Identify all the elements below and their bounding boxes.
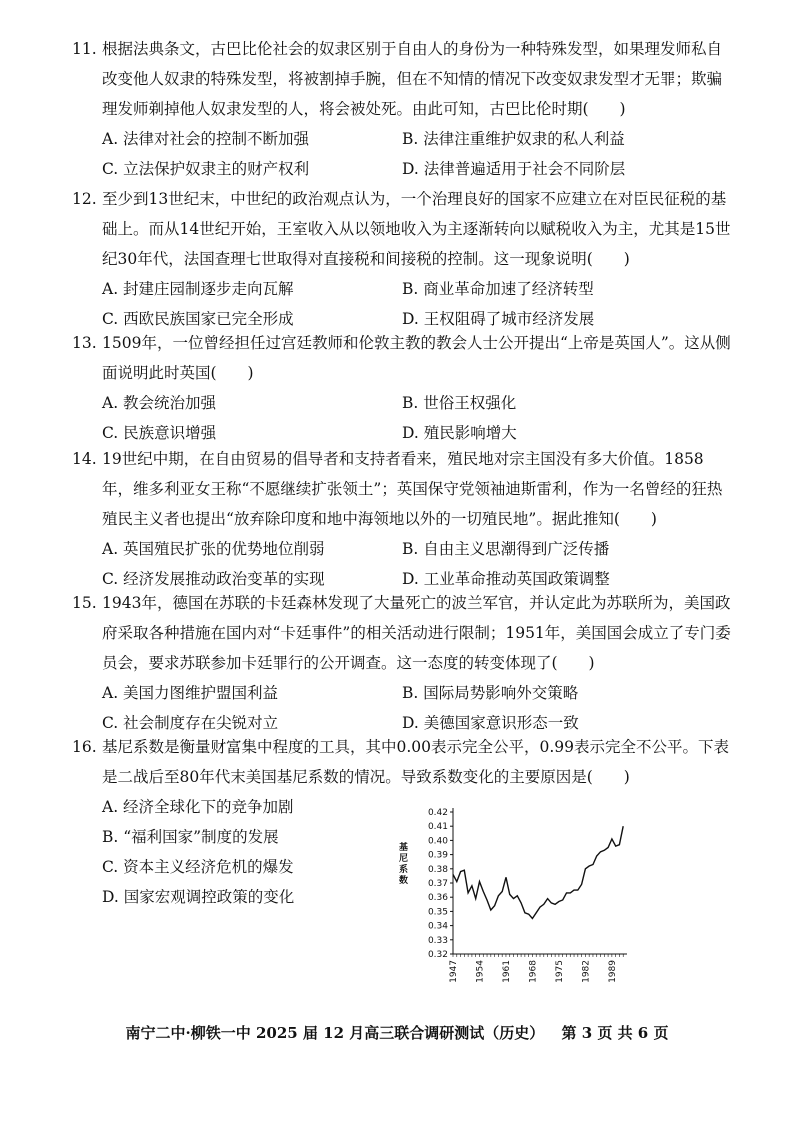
question-number: 12.	[72, 190, 97, 208]
y-tick-label: 0.36	[427, 893, 448, 904]
question-stem	[72, 34, 732, 124]
y-tick-label: 0.32	[427, 950, 448, 960]
option-c[interactable]: C. 经济发展推动政治变革的实现	[102, 570, 325, 588]
option-c[interactable]: C. 社会制度存在尖锐对立	[102, 714, 279, 732]
x-tick-label: 1947	[449, 960, 459, 983]
question-number: 13.	[72, 334, 97, 352]
y-axis-label-char: 系	[399, 865, 409, 875]
options	[72, 274, 732, 334]
question-text: 基尼系数是衡量财富集中程度的工具，其中0.00表示完全公平，0.99表示完全不公平。下表是二战后至80年代末美国基尼系数的情况。导致系数变化的主要原因是( )	[102, 738, 730, 786]
question-12	[72, 184, 732, 334]
page-footer	[0, 1022, 794, 1043]
x-tick-label: 1961	[501, 960, 512, 983]
question-text: 根据法典条文，古巴比伦社会的奴隶区别于自由人的身份为一种特殊发型，如果理发师私自改变他人奴隶的特殊发型，将被割掉手腕，但在不知情的情况下改变奴隶发型才无罪；欺骗理发师剃掉他人奴隶发型的人，将会被处死。由此可知，古巴比伦时期( )	[102, 40, 723, 118]
y-tick-label: 0.39	[427, 850, 448, 861]
y-ticks	[428, 808, 453, 960]
x-tick-label: 1989	[607, 960, 618, 983]
question-stem	[72, 184, 732, 274]
question-11	[72, 34, 732, 184]
option-d[interactable]: D. 法律普遍适用于社会不同阶层	[402, 160, 626, 178]
question-text: 至少到13世纪末，中世纪的政治观点认为，一个治理良好的国家不应建立在对臣民征税的基础上。而从14世纪开始，王室收入从以领地收入为主逐渐转向以赋税收入为主，尤其是15世纪30年代，法国查理七世取得对直接税和间接税的控制。这一现象说明( )	[102, 190, 731, 268]
option-d[interactable]: D. 王权阻碍了城市经济发展	[402, 310, 595, 328]
question-stem	[72, 732, 732, 792]
option-c[interactable]: C. 立法保护奴隶主的财产权利	[102, 160, 310, 178]
option-a[interactable]: A. 封建庄园制逐步走向瓦解	[102, 280, 294, 298]
y-tick-label: 0.38	[427, 864, 448, 875]
option-d[interactable]: D. 国家宏观调控政策的变化	[102, 888, 295, 906]
option-b[interactable]: B. 世俗王权强化	[402, 394, 517, 412]
gini-chart-svg	[395, 798, 635, 990]
y-tick-label: 0.40	[427, 836, 448, 847]
y-tick-label: 0.41	[427, 822, 448, 833]
option-c[interactable]: C. 资本主义经济危机的爆发	[102, 858, 294, 876]
x-tick-label: 1975	[554, 960, 565, 983]
x-ticks	[449, 954, 623, 983]
y-tick-label: 0.37	[427, 879, 448, 889]
question-stem	[72, 328, 732, 388]
x-tick-label: 1982	[581, 960, 592, 983]
options	[72, 534, 732, 594]
question-13	[72, 328, 732, 448]
option-b[interactable]: B. “福利国家”制度的发展	[102, 828, 279, 846]
option-a[interactable]: A. 英国殖民扩张的优势地位削弱	[102, 540, 325, 558]
question-number: 16.	[72, 738, 97, 756]
footer-exam-title: 南宁二中·柳铁一中 2025 届 12 月高三联合调研测试（历史）	[125, 1024, 545, 1042]
options	[72, 388, 732, 448]
question-14	[72, 444, 732, 594]
option-d[interactable]: D. 工业革命推动英国政策调整	[402, 570, 610, 588]
option-b[interactable]: B. 国际局势影响外交策略	[402, 684, 579, 702]
y-axis-label-char: 数	[399, 876, 409, 886]
option-a[interactable]: A. 法律对社会的控制不断加强	[102, 130, 310, 148]
option-d[interactable]: D. 殖民影响增大	[402, 424, 517, 442]
y-axis-label-char: 尼	[399, 854, 409, 864]
option-a[interactable]: A. 美国力图维护盟国利益	[102, 684, 279, 702]
option-b[interactable]: B. 商业革命加速了经济转型	[402, 280, 594, 298]
question-15	[72, 588, 732, 738]
footer-page-number: 第 3 页 共 6 页	[561, 1024, 669, 1042]
option-a[interactable]: A. 教会统治加强	[102, 394, 217, 412]
y-tick-label: 0.35	[427, 907, 448, 918]
x-tick-label: 1954	[475, 960, 486, 983]
option-d[interactable]: D. 美德国家意识形态一致	[402, 714, 579, 732]
question-text: 1943年，德国在苏联的卡廷森林发现了大量死亡的波兰军官，并认定此为苏联所为，美国政府采取各种措施在国内对“卡廷事件”的相关活动进行限制；1951年，美国国会成立了专门委员会，要求苏联参加卡廷罪行的公开调查。这一态度的转变体现了( )	[102, 594, 731, 672]
question-number: 15.	[72, 594, 97, 612]
option-c[interactable]: C. 民族意识增强	[102, 424, 217, 442]
gini-series-line	[453, 826, 623, 918]
question-text: 1509年，一位曾经担任过宫廷教师和伦敦主教的教会人士公开提出“上帝是英国人”。这从侧面说明此时英国( )	[102, 334, 731, 382]
y-tick-label: 0.42	[427, 808, 448, 818]
option-b[interactable]: B. 自由主义思潮得到广泛传播	[402, 540, 610, 558]
question-stem	[72, 588, 732, 678]
gini-chart	[395, 798, 635, 990]
y-axis-label	[399, 841, 408, 886]
y-axis-label-char: 基	[399, 843, 409, 853]
question-stem	[72, 444, 732, 534]
y-tick-label: 0.33	[427, 935, 448, 946]
y-tick-label: 0.34	[427, 921, 448, 932]
question-text: 19世纪中期，在自由贸易的倡导者和支持者看来，殖民地对宗主国没有多大价值。1858年，维多利亚女王称“不愿继续扩张领土”；英国保守党领袖迪斯雷利，作为一名曾经的狂热殖民主义者也提出“放弃除印度和地中海领地以外的一切殖民地”。据此推知( )	[102, 450, 723, 528]
x-tick-label: 1968	[528, 960, 539, 983]
option-c[interactable]: C. 西欧民族国家已完全形成	[102, 310, 294, 328]
option-b[interactable]: B. 法律注重维护奴隶的私人利益	[402, 130, 625, 148]
option-a[interactable]: A. 经济全球化下的竞争加剧	[102, 798, 294, 816]
question-number: 14.	[72, 450, 97, 468]
question-number: 11.	[72, 40, 97, 58]
options	[72, 678, 732, 738]
options	[72, 124, 732, 184]
